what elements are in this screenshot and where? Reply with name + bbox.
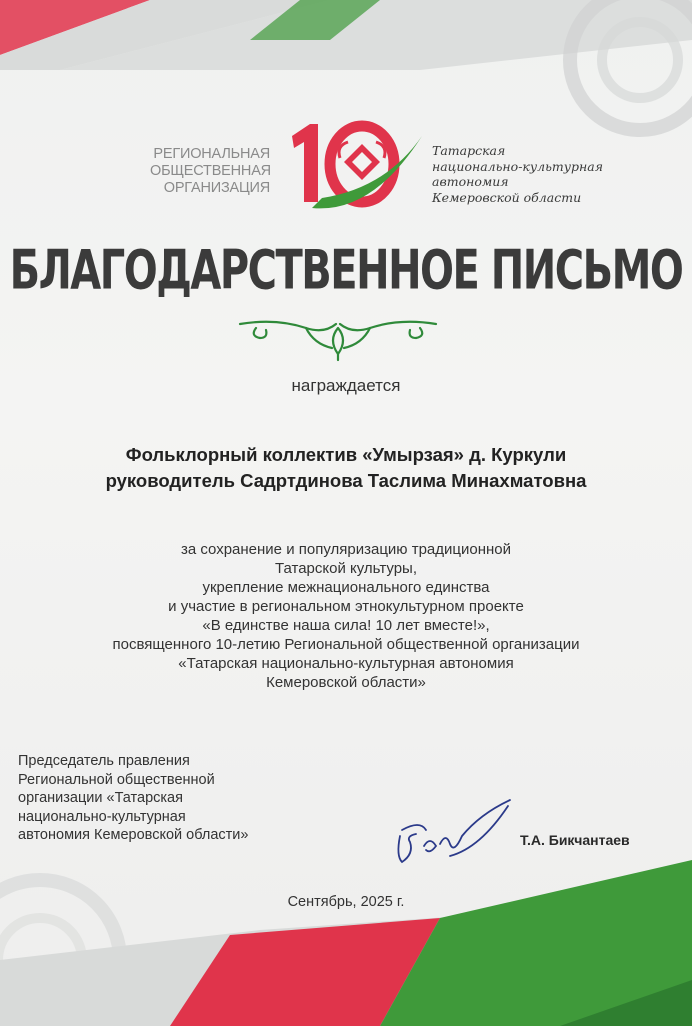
recipient-line: руководитель Садртдинова Таслима Минахматовна [105,470,587,491]
logo-10-emblem-icon [282,118,428,218]
awarded-label: награждается [291,376,401,395]
reason-line: «Татарская национально-культурная автономия [178,655,514,672]
recipient-block [0,442,692,494]
document-date: Сентябрь, 2025 г. [287,894,405,910]
reason-line: Татарской культуры, [275,560,417,577]
reason-line: и участие в региональном этнокультурном проекте [168,598,524,615]
signer-title-line: организации «Татарская [18,790,183,806]
reason-block [0,540,692,692]
org-right-line: Кемеровской области [432,189,582,205]
org-right-line: национально-культурная [432,158,603,174]
signer-title-line: автономия Кемеровской области» [18,827,249,843]
page-title: БЛАГОДАРСТВЕННОЕ ПИСЬМО [9,240,683,303]
signer-title [18,752,318,845]
recipient-line: Фольклорный коллектив «Умырзая» д. Куркули [125,444,567,465]
signer-title-line: национально-культурная [18,808,186,825]
org-right-label [432,143,622,205]
org-left-line: ОРГАНИЗАЦИЯ [163,180,270,196]
reason-line: посвященного 10-летию Региональной общественной организации [112,636,580,653]
signer-title-line: Председатель правления [18,753,190,769]
signature-icon [390,796,520,872]
signer-name: Т.А. Бикчантаев [520,832,630,848]
org-right-line: Татарская [432,143,506,158]
reason-line: за сохранение и популяризацию традиционной [180,541,511,558]
org-right-line: автономия [432,174,509,189]
reason-line: Кемеровской области» [266,674,426,691]
ornament-flourish-icon [236,314,440,362]
reason-line: «В единстве наша сила! 10 лет вместе!», [202,617,490,634]
org-left-line: РЕГИОНАЛЬНАЯ [153,146,270,162]
reason-line: укрепление межнационального единства [202,579,490,596]
org-left-label [150,146,270,197]
org-left-line: ОБЩЕСТВЕННАЯ [150,163,271,179]
signer-title-line: Региональной общественной [18,771,215,788]
